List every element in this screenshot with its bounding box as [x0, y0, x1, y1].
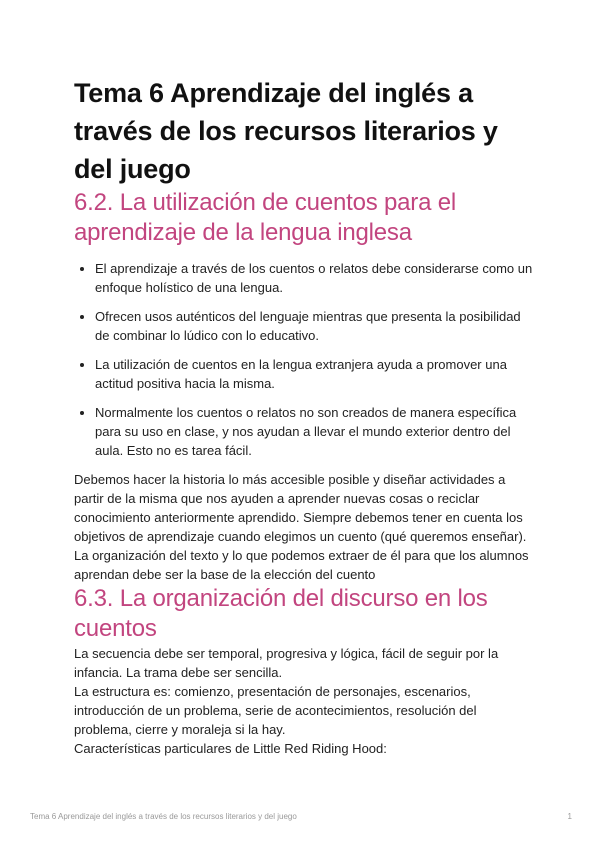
body-paragraph: Debemos hacer la historia lo más accesible posible y diseñar actividades a partir de la misma que nos ayuden a aprender nuevas cosas o reciclar conocimiento anteriormente aprendido. Siempre debemos tener en cuenta los objetivos de aprendizaje cuando elegimos un cuento (qué queremos enseñar). La organización del texto y lo que podemos extraer de él para que los alumnos aprendan debe ser la base de la elección del cuento — [74, 472, 529, 582]
page-content — [74, 74, 534, 758]
document-title: Tema 6 Aprendizaje del inglés a través de los recursos literarios y del juego — [74, 78, 498, 184]
section-heading-6-3: 6.3. La organización del discurso en los cuentos — [74, 585, 488, 642]
bullet-item: • El aprendizaje a través de los cuentos o relatos debe considerarse como un enfoque holístico de una lengua. — [95, 259, 534, 297]
page-number: 1 — [567, 812, 572, 821]
body-paragraph: La secuencia debe ser temporal, progresiva y lógica, fácil de seguir por la infancia. La trama debe ser sencilla. — [74, 646, 499, 680]
body-paragraph: La estructura es: comienzo, presentación de personajes, escenarios, introducción de un problema, serie de acontecimientos, resolución del problema, cierre y moraleja si la hay. — [74, 684, 477, 737]
section-heading-6-2: 6.2. La utilización de cuentos para el aprendizaje de la lengua inglesa — [74, 189, 456, 246]
body-paragraph: Características particulares de Little Red Riding Hood: — [74, 741, 387, 756]
bullet-list — [74, 259, 534, 460]
bullet-item: • La utilización de cuentos en la lengua extranjera ayuda a promover una actitud positiva hacia la misma. — [95, 355, 534, 393]
bullet-item: • Normalmente los cuentos o relatos no son creados de manera específica para su uso en clase, y nos ayudan a llevar el mundo exterior dentro del aula. Esto no es tarea fácil. — [95, 403, 534, 460]
bullet-item: • Ofrecen usos auténticos del lenguaje mientras que presenta la posibilidad de combinar lo lúdico con lo educativo. — [95, 307, 534, 345]
footer-text: Tema 6 Aprendizaje del inglés a través de los recursos literarios y del juego — [30, 812, 297, 821]
